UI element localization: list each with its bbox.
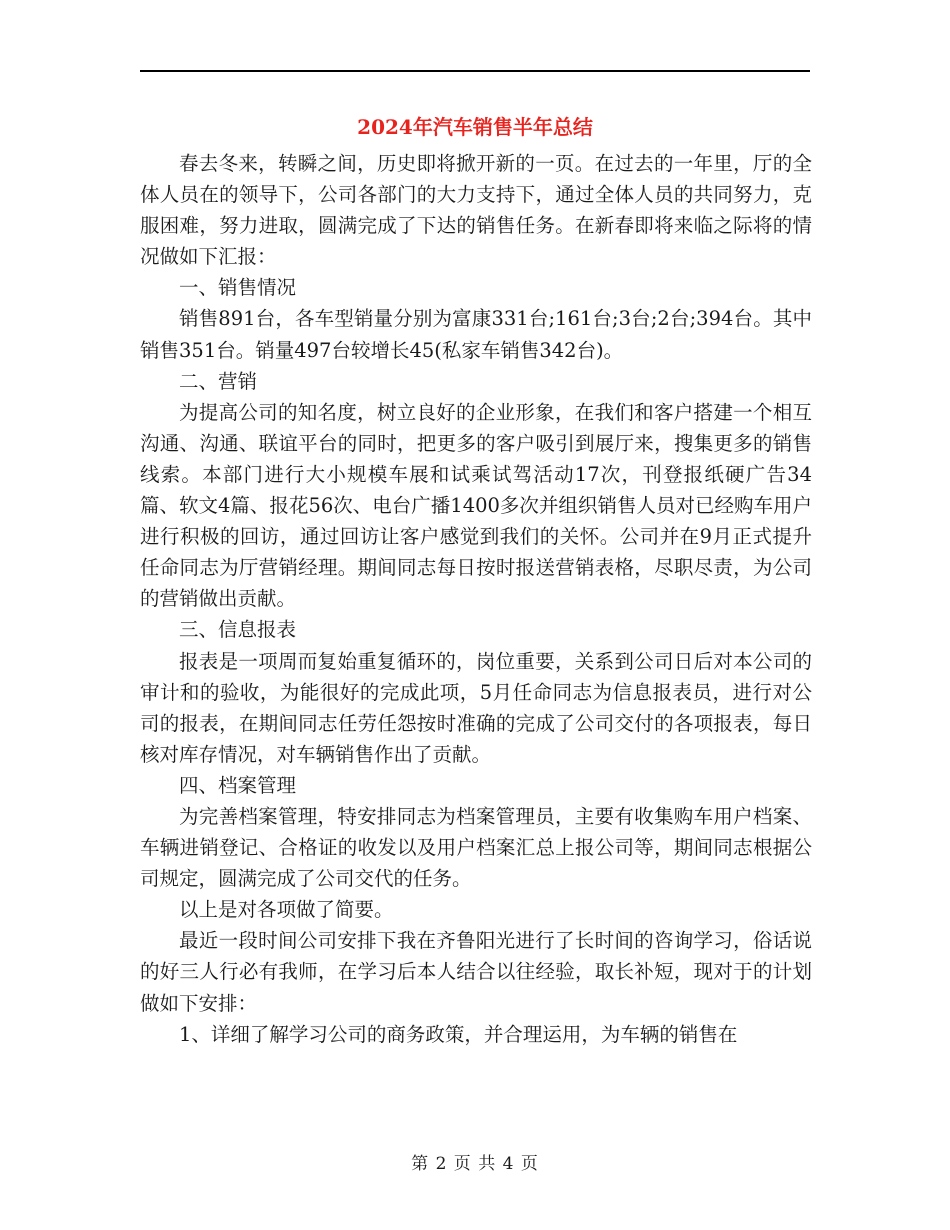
paragraph-reports: 报表是一项周而复始重复循环的，岗位重要，关系到公司日后对本公司的审计和的验收，为能很好的完成此项，5月任命同志为信息报表员，进行对公司的报表，在期间同志任劳任怨按时准确的完成了公司交付的各项报表，每日核对库存情况，对车辆销售作出了贡献。 (140, 649, 812, 766)
paragraph-study: 最近一段时间公司安排下我在齐鲁阳光进行了长时间的咨询学习，俗话说的好三人行必有我师，在学习后本人结合以往经验，取长补短，现对于的计划做如下安排： (140, 929, 812, 1015)
paragraph-intro: 春去冬来，转瞬之间，历史即将掀开新的一页。在过去的一年里，厅的全体人员在的领导下，公司各部门的大力支持下，通过全体人员的共同努力，克服困难，努力进取，圆满完成了下达的销售任务。在新春即将来临之际将的情况做如下汇报： (140, 152, 812, 269)
paragraph-plan-1: 1、详细了解学习公司的商务政策，并合理运用，为车辆的销售在 (179, 1022, 738, 1046)
section-heading-marketing: 二、营销 (179, 369, 258, 393)
document-body (140, 148, 812, 1050)
section-heading-reports: 三、信息报表 (179, 618, 297, 642)
section-heading-archives: 四、档案管理 (179, 773, 297, 797)
document-title: 2024年汽车销售半年总结 (357, 115, 593, 139)
section-heading-sales: 一、销售情况 (179, 276, 297, 300)
paragraph-sales: 销售891台，各车型销量分别为富康331台;161台;3台;2台;394台。其中销售351台。销量497台较增长45(私家车销售342台)。 (140, 307, 812, 362)
header-rule (140, 70, 810, 72)
page-number: 第 2 页 共 4 页 (411, 1154, 539, 1174)
paragraph-summary: 以上是对各项做了简要。 (179, 898, 394, 922)
paragraph-marketing: 为提高公司的知名度，树立良好的企业形象，在我们和客户搭建一个相互沟通、沟通、联谊平台的同时，把更多的客户吸引到展厅来，搜集更多的销售线索。本部门进行大小规模车展和试乘试驾活动17次，刊登报纸硬广告34篇、软文4篇、报花56次、电台广播1400多次并组织销售人员对已经购车用户进行积极的回访，通过回访让客户感觉到我们的关怀。公司并在9月正式提升任命同志为厅营销经理。期间同志每日按时报送营销表格，尽职尽责，为公司的营销做出贡献。 (140, 400, 812, 611)
paragraph-archives: 为完善档案管理，特安排同志为档案管理员，主要有收集购车用户档案、车辆进销登记、合格证的收发以及用户档案汇总上报公司等，期间同志根据公司规定，圆满完成了公司交代的任务。 (140, 804, 812, 891)
